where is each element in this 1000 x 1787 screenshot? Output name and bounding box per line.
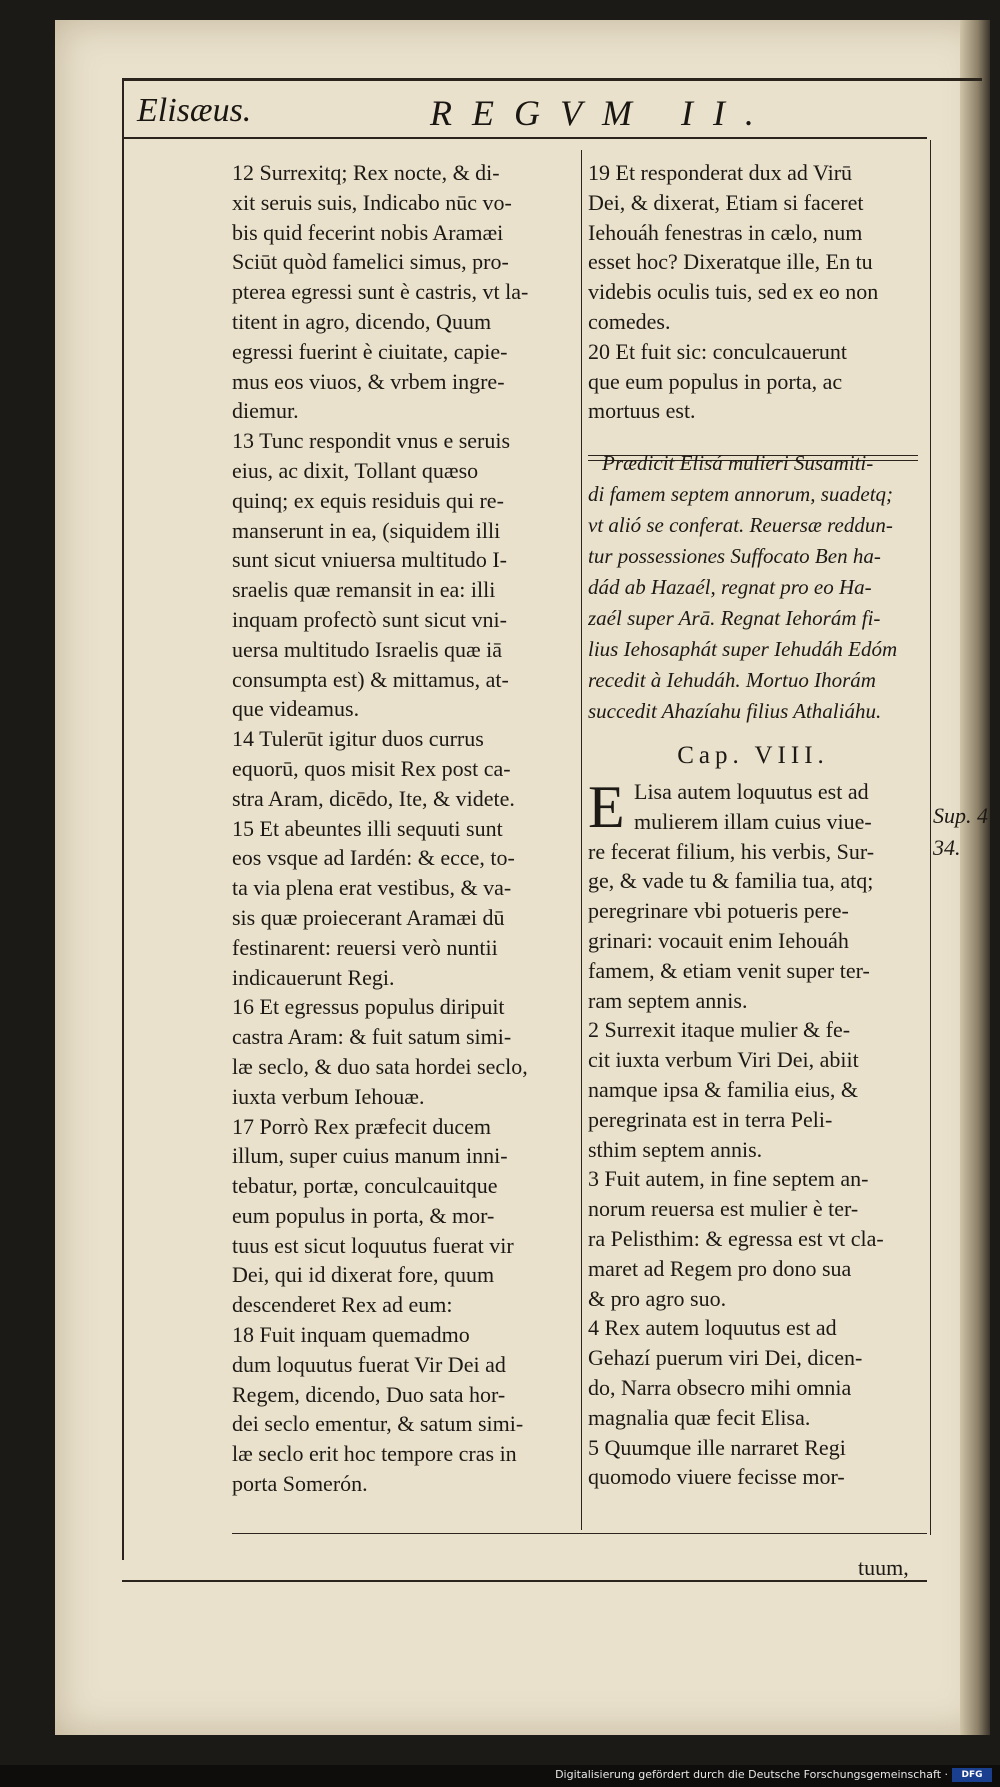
text-line: videbis oculis tuis, sed ex eo non <box>588 279 879 305</box>
text-line: sraelis quæ remansit in ea: illi <box>232 577 496 603</box>
text-line: porta Somerón. <box>232 1471 368 1497</box>
text-line: eum populus in porta, & mor- <box>232 1202 495 1228</box>
running-head-title: REGVM II. <box>430 93 774 133</box>
text-line: grinari: vocauit enim Iehouáh <box>588 927 849 953</box>
text-line: Dei, & dixerat, Etiam si faceret <box>588 189 864 215</box>
text-line: 12 Surrexitq; Rex nocte, & di- <box>232 160 500 185</box>
summary-line: succedit Ahazíahu filius Athaliáhu. <box>588 699 882 724</box>
text-line: manserunt in ea, (siquidem illi <box>232 517 501 543</box>
text-line: illum, super cuius manum inni- <box>232 1143 508 1169</box>
text-line: 4 Rex autem loquutus est ad <box>588 1315 837 1341</box>
chapter-opening <box>588 773 918 840</box>
text-line: festinarent: reuersi verò nuntii <box>232 934 498 960</box>
text-line: & pro agro suo. <box>588 1285 727 1311</box>
text-line: inquam profectò sunt sicut vni- <box>232 606 507 632</box>
text-line: tuus est sicut loquutus fuerat vir <box>232 1232 514 1258</box>
text-line: stra Aram, dicēdo, Ite, & videte. <box>232 785 515 811</box>
text-line: 16 Et egressus populus diripuit <box>232 994 505 1020</box>
text-line: quomodo viuere fecisse mor- <box>588 1464 845 1490</box>
summary-line: dád ab Hazaél, regnat pro eo Ha- <box>588 575 872 600</box>
text-line: eos vsque ad Iardén: & ecce, to- <box>232 845 515 871</box>
text-line: que videamus. <box>232 696 360 722</box>
text-line: 14 Tulerūt igitur duos currus <box>232 726 484 752</box>
text-line: diemur. <box>232 398 299 424</box>
text-line: iuxta verbum Iehouæ. <box>232 1083 425 1109</box>
text-line: 2 Surrexit itaque mulier & fe- <box>588 1017 851 1043</box>
dfg-logo: DFG <box>952 1768 992 1782</box>
summary-line: di famem septem annorum, suadetq; <box>588 482 894 507</box>
text-line: eius, ac dixit, Tollant quæso <box>232 457 479 483</box>
left-frame-rule <box>122 80 124 1560</box>
column-separator <box>581 150 582 1530</box>
text-line: consumpta est) & mittamus, at- <box>232 666 509 692</box>
text-line: tebatur, portæ, conculcauitque <box>232 1173 498 1199</box>
page-edge <box>960 20 990 1735</box>
text-line: que eum populus in porta, ac <box>588 368 843 394</box>
summary-line: vt alió se conferat. Reuersæ reddun- <box>588 513 893 538</box>
text-line: bis quid fecerint nobis Aramæi <box>232 219 504 245</box>
drop-cap: E <box>588 773 625 840</box>
text-line: castra Aram: & fuit satum simi- <box>232 1024 512 1050</box>
text-line: 20 Et fuit sic: conculcauerunt <box>588 338 848 364</box>
text-line: egressi fuerint è ciuitate, capie- <box>232 338 508 364</box>
text-line: maret ad Regem pro dono sua <box>588 1255 852 1281</box>
text-line: peregrinata est in terra Peli- <box>588 1106 833 1132</box>
header-rule-bottom <box>122 137 927 139</box>
text-line: læ seclo erit hoc tempore cras in <box>232 1441 517 1467</box>
text-line: re fecerat filium, his verbis, Sur- <box>588 838 875 864</box>
text-line: læ seclo, & duo sata hordei seclo, <box>232 1053 528 1079</box>
margin-reference <box>933 800 988 864</box>
text-line: cit iuxta verbum Viri Dei, abiit <box>588 1047 859 1073</box>
text-line: 3 Fuit autem, in fine septem an- <box>588 1166 869 1192</box>
chapter-heading: Cap. VIII. <box>677 742 829 770</box>
text-line: namque ipsa & familia eius, & <box>588 1076 859 1102</box>
chapter-summary <box>588 448 918 727</box>
text-line: ge, & vade tu & familia tua, atq; <box>588 868 874 894</box>
text-line: dum loquutus fuerat Vir Dei ad <box>232 1351 506 1377</box>
text-line: esset hoc? Dixeratque ille, En tu <box>588 249 873 275</box>
text-line: mulierem illam cuius viue- <box>634 808 872 834</box>
digitization-credit: Digitalisierung gefördert durch die Deutsche Forschungsgemeinschaft · <box>555 1768 948 1781</box>
text-line: Regem, dicendo, Duo sata hor- <box>232 1381 506 1407</box>
header-rule-top <box>122 78 982 81</box>
text-line: comedes. <box>588 308 671 334</box>
text-line: 15 Et abeuntes illi sequuti sunt <box>232 815 503 841</box>
text-line: xit seruis suis, Indicabo nūc vo- <box>232 189 512 215</box>
right-column <box>588 158 918 1492</box>
text-line: sunt sicut vniuersa multitudo I- <box>232 547 507 573</box>
text-line: famem, & etiam venit super ter- <box>588 957 870 983</box>
text-line: dei seclo ementur, & satum simi- <box>232 1411 524 1437</box>
right-frame-rule <box>930 140 931 1535</box>
text-line: mortuus est. <box>588 398 696 424</box>
summary-line: recedit à Iehudáh. Mortuo Ihorám <box>588 668 876 693</box>
bottom-rule-1 <box>232 1533 927 1534</box>
text-line: 17 Porrò Rex præfecit ducem <box>232 1113 492 1139</box>
text-line: sis quæ proiecerant Aramæi dū <box>232 904 505 930</box>
text-line: sthim septem annis. <box>588 1136 763 1162</box>
text-line: indicauerunt Regi. <box>232 964 395 990</box>
text-line: norum reuersa est mulier è ter- <box>588 1196 859 1222</box>
text-line: Gehazí puerum viri Dei, dicen- <box>588 1345 863 1371</box>
text-line: Dei, qui id dixerat fore, quum <box>232 1262 495 1288</box>
text-line: magnalia quæ fecit Elisa. <box>588 1404 811 1430</box>
summary-line: tur possessiones Suffocato Ben ha- <box>588 544 881 569</box>
text-line: ra Pelisthim: & egressa est vt cla- <box>588 1225 884 1251</box>
text-line: 5 Quumque ille narraret Regi <box>588 1434 846 1460</box>
text-line: Lisa autem loquutus est ad <box>634 778 869 804</box>
text-line: quinq; ex equis residuis qui re- <box>232 487 504 513</box>
left-column <box>232 158 577 1499</box>
catchword: tuum, <box>858 1555 909 1580</box>
text-line: equorū, quos misit Rex post ca- <box>232 755 511 781</box>
running-head-left: Elisæus. <box>137 92 252 129</box>
summary-line: Prædicit Elisá mulieri Susamiti- <box>602 451 874 476</box>
text-line: ram septem annis. <box>588 987 748 1013</box>
text-line: mus eos viuos, & vrbem ingre- <box>232 368 505 394</box>
text-line: titent in agro, dicendo, Quum <box>232 308 492 334</box>
text-line: descenderet Rex ad eum: <box>232 1292 453 1318</box>
text-line: Iehouáh fenestras in cælo, num <box>588 219 863 245</box>
text-line: peregrinare vbi potueris pere- <box>588 898 849 924</box>
text-line: do, Narra obsecro mihi omnia <box>588 1374 852 1400</box>
text-line: 13 Tunc respondit vnus e seruis <box>232 428 511 454</box>
margin-reference-line: 34. <box>933 835 961 860</box>
summary-line: lius Iehosaphát super Iehudáh Edóm <box>588 637 898 662</box>
text-line: uersa multitudo Israelis quæ iā <box>232 636 503 662</box>
text-line: 18 Fuit inquam quemadmo <box>232 1322 470 1348</box>
summary-line: zaél super Arā. Regnat Iehorám fi- <box>588 606 881 631</box>
bottom-rule-2 <box>122 1580 927 1582</box>
margin-reference-line: Sup. 4 <box>933 803 988 828</box>
text-line: pterea egressi sunt è castris, vt la- <box>232 279 529 305</box>
text-line: 19 Et responderat dux ad Virū <box>588 160 853 185</box>
text-line: Sciūt quòd famelici simus, pro- <box>232 249 509 275</box>
text-line: ta via plena erat vestibus, & va- <box>232 875 512 901</box>
